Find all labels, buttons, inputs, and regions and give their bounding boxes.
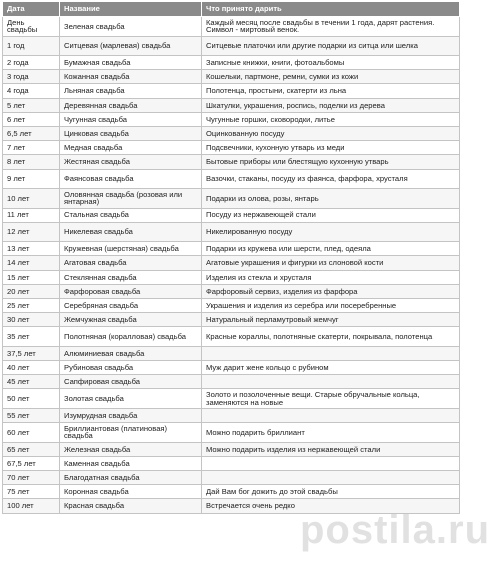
cell-name: Благодатная свадьба	[60, 470, 202, 484]
cell-name: Алюминиевая свадьба	[60, 346, 202, 360]
cell-gift: Бытовые приборы или блестящую кухонную утварь	[202, 155, 460, 169]
table-row	[3, 17, 460, 37]
cell-date: 50 лет	[3, 389, 60, 409]
header-gift: Что принято дарить	[202, 2, 460, 17]
table-row	[3, 56, 460, 70]
table-row	[3, 485, 460, 499]
cell-gift	[202, 456, 460, 470]
cell-gift: Встречается очень редко	[202, 499, 460, 513]
cell-gift: Золото и позолоченные вещи. Старые обручальные кольца, заменяются на новые	[202, 389, 460, 409]
table-row	[3, 208, 460, 222]
cell-name: Фарфоровая свадьба	[60, 284, 202, 298]
cell-name: Золотая свадьба	[60, 389, 202, 409]
cell-name: Стальная свадьба	[60, 208, 202, 222]
cell-gift: Чугунные горшки, сковородки, литье	[202, 112, 460, 126]
table-row	[3, 36, 460, 56]
table-row	[3, 222, 460, 242]
table-body	[3, 17, 460, 514]
table-row	[3, 375, 460, 389]
cell-gift: Муж дарит жене кольцо с рубином	[202, 361, 460, 375]
cell-date: 65 лет	[3, 442, 60, 456]
table-row	[3, 423, 460, 443]
table-row	[3, 298, 460, 312]
cell-name: Фаянсовая свадьба	[60, 169, 202, 189]
cell-date: 5 лет	[3, 98, 60, 112]
table-row	[3, 327, 460, 347]
cell-date: 60 лет	[3, 423, 60, 443]
table-row	[3, 442, 460, 456]
cell-name: Кружевная (шерстяная) свадьба	[60, 242, 202, 256]
cell-name: Коронная свадьба	[60, 485, 202, 499]
wedding-anniversary-table	[2, 1, 460, 514]
table-row	[3, 112, 460, 126]
cell-date: 3 года	[3, 70, 60, 84]
cell-name: Оловянная свадьба (розовая или янтарная)	[60, 189, 202, 209]
cell-gift: Записные книжки, книги, фотоальбомы	[202, 56, 460, 70]
table-row	[3, 346, 460, 360]
cell-name: Жемчужная свадьба	[60, 313, 202, 327]
table-row	[3, 242, 460, 256]
cell-gift: Кошельки, партмоне, ремни, сумки из кожи	[202, 70, 460, 84]
cell-date: 7 лет	[3, 141, 60, 155]
header-name: Название	[60, 2, 202, 17]
table-row	[3, 313, 460, 327]
cell-date: 15 лет	[3, 270, 60, 284]
cell-gift	[202, 470, 460, 484]
table-row	[3, 126, 460, 140]
table-row	[3, 284, 460, 298]
cell-date: 4 года	[3, 84, 60, 98]
cell-name: Льняная свадьба	[60, 84, 202, 98]
table-row	[3, 408, 460, 422]
cell-date: 100 лет	[3, 499, 60, 513]
cell-gift: Натуральный перламутровый жемчуг	[202, 313, 460, 327]
table-row	[3, 270, 460, 284]
cell-gift	[202, 408, 460, 422]
cell-gift: Дай Вам бог дожить до этой свадьбы	[202, 485, 460, 499]
cell-gift	[202, 375, 460, 389]
cell-name: Агатовая свадьба	[60, 256, 202, 270]
cell-date: 13 лет	[3, 242, 60, 256]
table-row	[3, 98, 460, 112]
cell-name: Рубиновая свадьба	[60, 361, 202, 375]
cell-name: Железная свадьба	[60, 442, 202, 456]
cell-name: Зеленая свадьба	[60, 17, 202, 37]
cell-date: 55 лет	[3, 408, 60, 422]
cell-name: Чугунная свадьба	[60, 112, 202, 126]
cell-name: Деревянная свадьба	[60, 98, 202, 112]
table-row	[3, 256, 460, 270]
cell-gift: Посуду из нержавеющей стали	[202, 208, 460, 222]
cell-name: Ситцевая (марлевая) свадьба	[60, 36, 202, 56]
table-row	[3, 70, 460, 84]
cell-date: 6,5 лет	[3, 126, 60, 140]
cell-gift: Украшения и изделия из серебра или посеребренные	[202, 298, 460, 312]
table-row	[3, 499, 460, 513]
cell-name: Полотняная (коралловая) свадьба	[60, 327, 202, 347]
cell-gift	[202, 346, 460, 360]
cell-date: 9 лет	[3, 169, 60, 189]
cell-gift: Изделия из стекла и хрусталя	[202, 270, 460, 284]
cell-date: 11 лет	[3, 208, 60, 222]
cell-date: 6 лет	[3, 112, 60, 126]
table-row	[3, 141, 460, 155]
cell-gift: Вазочки, стаканы, посуду из фаянса, фарфора, хрусталя	[202, 169, 460, 189]
cell-name: Каменная свадьба	[60, 456, 202, 470]
cell-name: Стеклянная свадьба	[60, 270, 202, 284]
cell-gift: Можно подарить бриллиант	[202, 423, 460, 443]
cell-date: 20 лет	[3, 284, 60, 298]
cell-name: Серебряная свадьба	[60, 298, 202, 312]
cell-name: Бриллиантовая (платиновая) свадьба	[60, 423, 202, 443]
cell-gift: Полотенца, простыни, скатерти из льна	[202, 84, 460, 98]
cell-date: 40 лет	[3, 361, 60, 375]
cell-name: Сапфировая свадьба	[60, 375, 202, 389]
cell-name: Изумрудная свадьба	[60, 408, 202, 422]
cell-date: 14 лет	[3, 256, 60, 270]
cell-date: 67,5 лет	[3, 456, 60, 470]
cell-gift: Красные кораллы, полотняные скатерти, покрывала, полотенца	[202, 327, 460, 347]
anniversary-table-container	[2, 1, 459, 514]
table-row	[3, 361, 460, 375]
cell-date: 8 лет	[3, 155, 60, 169]
cell-name: Жестяная свадьба	[60, 155, 202, 169]
cell-name: Никелевая свадьба	[60, 222, 202, 242]
cell-date: 30 лет	[3, 313, 60, 327]
cell-gift: Каждый месяц после свадьбы в течении 1 года, дарят растения. Символ - миртовый венок.	[202, 17, 460, 37]
cell-date: 35 лет	[3, 327, 60, 347]
cell-date: День свадьбы	[3, 17, 60, 37]
header-date: Дата	[3, 2, 60, 17]
cell-gift: Фарфоровый сервиз, изделия из фарфора	[202, 284, 460, 298]
cell-date: 12 лет	[3, 222, 60, 242]
cell-date: 37,5 лет	[3, 346, 60, 360]
cell-gift: Шкатулки, украшения, роспись, поделки из дерева	[202, 98, 460, 112]
table-row	[3, 456, 460, 470]
cell-gift: Никелированную посуду	[202, 222, 460, 242]
cell-date: 10 лет	[3, 189, 60, 209]
table-row	[3, 470, 460, 484]
cell-gift: Агатовые украшения и фигурки из слоновой кости	[202, 256, 460, 270]
cell-gift: Оцинкованную посуду	[202, 126, 460, 140]
watermark-logo: postila.ru	[300, 508, 490, 552]
cell-date: 45 лет	[3, 375, 60, 389]
cell-gift: Ситцевые платочки или другие подарки из ситца или шелка	[202, 36, 460, 56]
cell-name: Цинковая свадьба	[60, 126, 202, 140]
table-row	[3, 189, 460, 209]
cell-date: 1 год	[3, 36, 60, 56]
cell-name: Медная свадьба	[60, 141, 202, 155]
cell-gift: Подарки из олова, розы, янтарь	[202, 189, 460, 209]
cell-gift: Подарки из кружева или шерсти, плед, одеяла	[202, 242, 460, 256]
table-row	[3, 169, 460, 189]
cell-gift: Можно подарить изделия из нержавеющей стали	[202, 442, 460, 456]
table-row	[3, 155, 460, 169]
cell-name: Кожанная свадьба	[60, 70, 202, 84]
cell-name: Красная свадьба	[60, 499, 202, 513]
cell-date: 25 лет	[3, 298, 60, 312]
table-row	[3, 389, 460, 409]
cell-date: 75 лет	[3, 485, 60, 499]
cell-date: 70 лет	[3, 470, 60, 484]
table-row	[3, 84, 460, 98]
table-header-row	[3, 2, 460, 17]
cell-date: 2 года	[3, 56, 60, 70]
cell-gift: Подсвечники, кухонную утварь из меди	[202, 141, 460, 155]
cell-name: Бумажная свадьба	[60, 56, 202, 70]
